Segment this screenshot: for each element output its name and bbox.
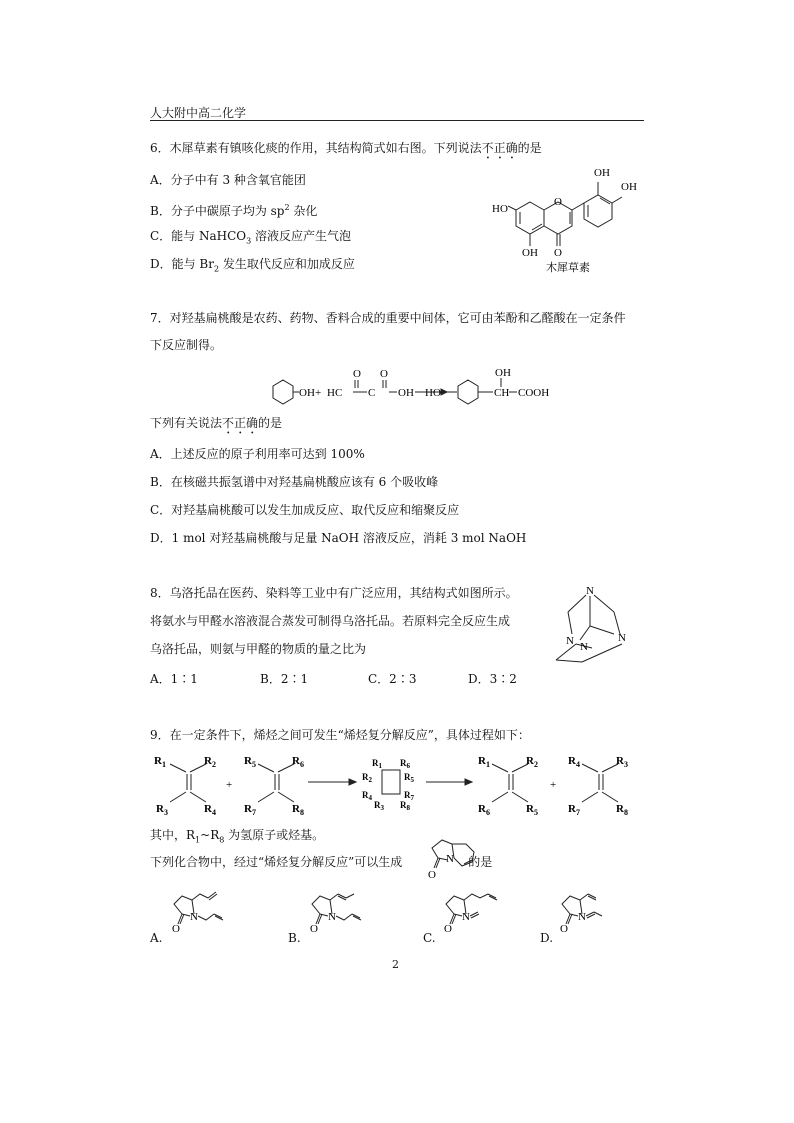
- svg-text:+: +: [550, 779, 557, 791]
- svg-text:N: N: [190, 911, 198, 923]
- svg-text:R8: $R_8$: [292, 803, 304, 817]
- q9-question: 下列化合物中，经过“烯烃复分解反应”可以生成 的是: [150, 855, 493, 869]
- luteolin-ring-oxygen: O: [554, 196, 562, 208]
- q8-stem-line1: 8．乌洛托品在医药、染料等工业中有广泛应用，其结构式如图所示。: [150, 586, 518, 600]
- q6-emphasis: 不正确: [481, 141, 518, 155]
- urotropine-n-right: N: [618, 632, 626, 644]
- q9-option-b-label: B.: [288, 931, 301, 945]
- svg-text:O: O: [310, 923, 318, 935]
- svg-text:O: O: [444, 923, 452, 935]
- q8-option-c: C．2∶3: [368, 672, 417, 686]
- svg-text:R5: $R_5$: [526, 803, 538, 817]
- q8-option-a: A．1∶1: [150, 672, 198, 686]
- svg-text:R1: $R_1$: [154, 755, 166, 769]
- urotropine-n-left: N: [566, 635, 574, 647]
- q6-option-c: C．能与 NaHCO$_3$ 溶液反应产生气泡: [150, 229, 352, 246]
- svg-text:R7: $R_7$: [568, 803, 580, 817]
- svg-text:R6: $R_6$: [478, 803, 490, 817]
- urotropine-n-top: N: [586, 585, 594, 597]
- svg-text:R3: $R_3$: [156, 803, 168, 817]
- svg-text:N: N: [328, 911, 336, 923]
- q9-option-c-label: C.: [423, 931, 436, 945]
- svg-text:R4: $R_4$: [568, 755, 580, 769]
- target-n: N: [446, 853, 454, 865]
- q7-stem-line1: 7．对羟基扁桃酸是农药、药物、香料合成的重要中间体，它可由苯酚和乙醛酸在一定条件: [150, 311, 626, 325]
- product-oh: OH: [495, 367, 511, 379]
- q8-stem-line3: 乌洛托品，则氨与甲醛的物质的量之比为: [150, 642, 367, 656]
- q9-option-d-label: D.: [540, 931, 554, 945]
- q7-reaction-equation: [265, 366, 565, 410]
- product-ho: HO: [425, 387, 441, 399]
- q7-option-d: D．1 mol 对羟基扁桃酸与足量 NaOH 溶液反应，消耗 3 mol NaOH: [150, 531, 527, 545]
- q6-stem: 6．木犀草素有镇咳化痰的作用，其结构简式如右图。下列说法不正确的是: [150, 141, 542, 155]
- luteolin-oh-bottom: OH: [522, 247, 538, 259]
- metathesis-scheme: [148, 750, 668, 820]
- luteolin-caption: 木犀草素: [546, 261, 590, 274]
- svg-text:R4: $R_4$: [204, 803, 216, 817]
- svg-text:N: N: [462, 911, 470, 923]
- q7-stem-line2: 下反应制得。: [150, 338, 223, 352]
- svg-text:N: N: [578, 911, 586, 923]
- svg-text:R6: $R_6$: [292, 755, 304, 769]
- q7-option-c: C．对羟基扁桃酸可以发生加成反应、取代反应和缩聚反应: [150, 503, 460, 517]
- q9-option-a-label: A.: [150, 931, 163, 945]
- luteolin-oh-right: OH: [621, 181, 637, 193]
- hc-group: HC: [327, 387, 343, 399]
- q9-stem: 9．在一定条件下，烯烃之间可发生“烯烃复分解反应”，具体过程如下：: [150, 728, 530, 742]
- q8-stem-line2: 将氨水与甲醛水溶液混合蒸发可制得乌洛托品。若原料完全反应生成: [150, 614, 511, 628]
- q9-option-d-structure: [548, 888, 628, 936]
- q7-option-a: A．上述反应的原子利用率可达到 100%: [150, 447, 365, 461]
- carbon-label: C: [368, 387, 376, 399]
- svg-text:+: +: [226, 779, 233, 791]
- svg-text:O: O: [172, 923, 180, 935]
- q9-target-structure: [422, 834, 484, 880]
- svg-text:R2: $R_2$: [526, 755, 538, 769]
- svg-text:R3: $R_3$: [374, 800, 384, 812]
- svg-text:R7: $R_7$: [244, 803, 256, 817]
- svg-text:R1: $R_1$: [372, 758, 382, 770]
- header-rule: [150, 120, 644, 121]
- svg-text:O: O: [560, 923, 568, 935]
- page-header: 人大附中高二化学: [150, 106, 247, 120]
- target-o: O: [428, 869, 436, 880]
- q9-option-c-structure: [432, 888, 512, 936]
- svg-text:R2: $R_2$: [204, 755, 216, 769]
- svg-text:R8: $R_8$: [616, 803, 628, 817]
- q7-question: 下列有关说法不正确的是: [150, 416, 283, 430]
- q9-option-b-structure: [298, 888, 378, 936]
- phenol-oh: OH: [299, 387, 315, 399]
- plus-sign: +: [315, 387, 322, 399]
- acid-oh: OH: [398, 387, 414, 399]
- product-ch: CH: [494, 387, 510, 399]
- luteolin-oh-top: OH: [594, 167, 610, 179]
- svg-text:R7: $R_7$: [404, 790, 414, 802]
- svg-text:R2: $R_2$: [362, 772, 372, 784]
- luteolin-structure: [490, 160, 650, 278]
- urotropine-n-center: N: [580, 641, 588, 653]
- q9-option-a-structure: [160, 888, 240, 936]
- luteolin-carbonyl-oxygen: O: [554, 247, 562, 259]
- svg-text:R1: $R_1$: [478, 755, 490, 769]
- q6-option-b: B．分子中碳原子均为 $sp^2$ 杂化: [150, 203, 318, 218]
- acid-oxygen: O: [380, 368, 388, 380]
- page-number: 2: [392, 958, 399, 971]
- q7-option-b: B．在核磁共振氢谱中对羟基扁桃酸应该有 6 个吸收峰: [150, 475, 439, 489]
- svg-text:R5: $R_5$: [404, 772, 414, 784]
- luteolin-ho-left: HO: [492, 203, 508, 215]
- q8-option-d: D．3∶2: [468, 672, 517, 686]
- q7-emphasis: 不正确: [222, 416, 259, 430]
- aldehyde-oxygen: O: [353, 368, 361, 380]
- svg-text:R5: $R_5$: [244, 755, 256, 769]
- svg-text:R8: $R_8$: [400, 800, 410, 812]
- svg-text:R3: $R_3$: [616, 755, 628, 769]
- q9-note: 其中，$R_1\sim R_8$ 为氢原子或烃基。: [150, 828, 325, 845]
- product-cooh: COOH: [518, 387, 550, 399]
- q6-option-d: D．能与 $Br_2$ 发生取代反应和加成反应: [150, 257, 355, 274]
- svg-text:R4: $R_4$: [362, 790, 372, 802]
- q8-option-b: B．2∶1: [260, 672, 309, 686]
- svg-text:R6: $R_6$: [400, 758, 410, 770]
- urotropine-structure: [542, 578, 642, 670]
- q6-option-a: A．分子中有 3 种含氧官能团: [150, 173, 306, 187]
